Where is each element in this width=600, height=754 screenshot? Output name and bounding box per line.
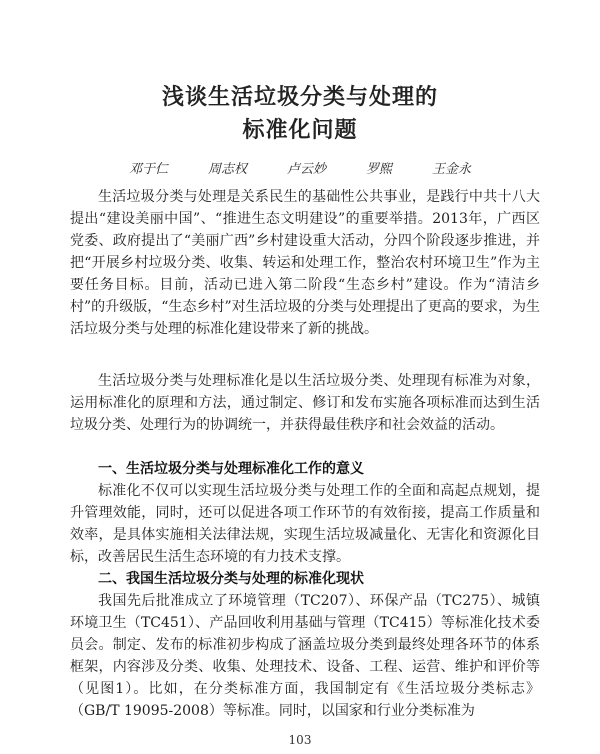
author-name: 周志权 — [207, 162, 247, 177]
section-heading-1: 一、生活垃圾分类与处理标准化工作的意义 — [98, 461, 364, 477]
author-list — [0, 158, 600, 177]
author-name: 邓于仁 — [128, 162, 168, 177]
section-heading-2: 二、我国生活垃圾分类与处理的标准化现状 — [98, 571, 364, 587]
section-2-paragraph — [70, 590, 540, 722]
author-name: 卢云妙 — [286, 162, 326, 177]
author-name: 王金永 — [432, 162, 472, 177]
paragraph-text: 标准化不仅可以实现生活垃圾分类与处理工作的全面和高起点规划，提升管理效能，同时，还可以促进各项工作环节的有效衔接，提高工作质量和效率，是具体实施相关法律法规，实现生活垃圾减量化、无害化和资源化目标，改善居民生活生态环境的有力技术支撑。 — [70, 483, 540, 565]
paragraph-text: 生活垃圾分类与处理是关系民生的基础性公共事业，是践行中共十八大提出“建设美丽中国”、“推进生态文明建设”的重要举措。2013年，广西区党委、政府提出了“美丽广西”乡村建设重大活动，分四个阶段逐步推进，并把“开展乡村垃圾分类、收集、转运和处理工作，整治农村环境卫生”作为主要任务目标。目前，活动已进入第二阶段“生态乡村”建设。作为“清洁乡村”的升级版，“生态乡村”对生活垃圾的分类与处理提出了更高的要求，为生活垃圾分类与处理的标准化建设带来了新的挑战。 — [70, 189, 540, 337]
intro-paragraph-1 — [70, 186, 540, 340]
author-name: 罗熙 — [366, 162, 393, 177]
page-number: 103 — [288, 733, 312, 747]
article-title-line-2: 标准化问题 — [242, 118, 358, 143]
article-title-line-1: 浅谈生活垃圾分类与处理的 — [161, 85, 438, 110]
paragraph-text: 生活垃圾分类与处理标准化是以生活垃圾分类、处理现有标准为对象，运用标准化的原理和方法，通过制定、修订和发布实施各项标准而达到生活垃圾分类、处理行为的协调统一，并获得最佳秩序和社会效益的活动。 — [70, 373, 540, 433]
section-1-paragraph — [70, 480, 540, 568]
intro-paragraph-2 — [70, 370, 540, 436]
paragraph-text: 我国先后批准成立了环境管理（TC207）、环保产品（TC275）、城镇环境卫生（TC451）、产品回收利用基础与管理（TC415）等标准化技术委员会。制定、发布的标准初步构成了涵盖垃圾分类到最终处理各环节的体系框架，内容涉及分类、收集、处理技术、设备、工程、运营、维护和评价等（见图1）。比如，在分类标准方面，我国制定有《生活垃圾分类标志》（GB/T 19095-2008）等标准。同时，以国家和行业分类标准为 — [70, 593, 540, 719]
